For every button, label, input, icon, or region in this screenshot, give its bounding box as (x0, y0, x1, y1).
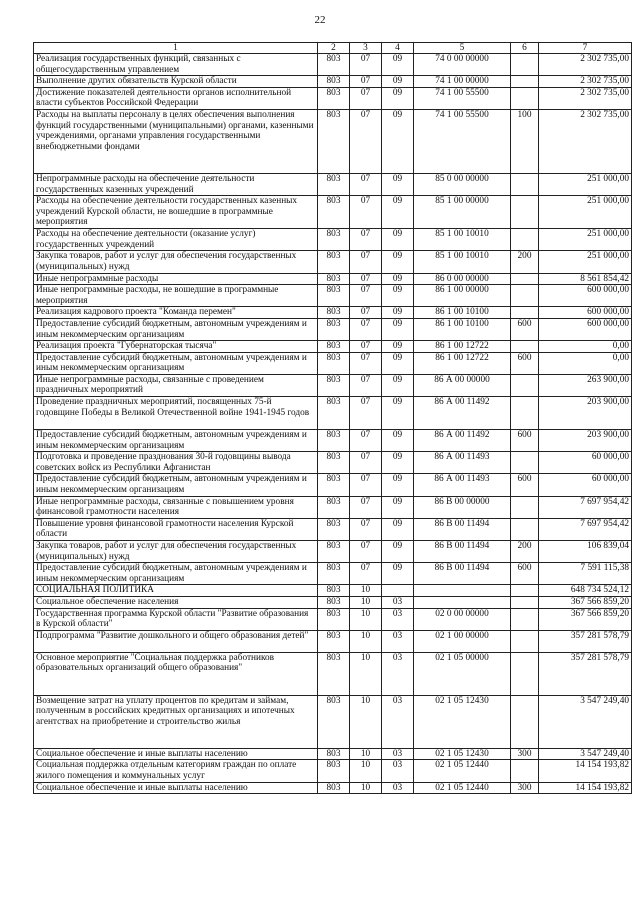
row-section-cell: 07 (350, 251, 382, 273)
table-row (34, 518, 632, 540)
row-amount-cell: 3 547 249,40 (539, 748, 632, 760)
row-section-cell: 07 (350, 430, 382, 452)
row-section-cell: 07 (350, 54, 382, 76)
table-row (34, 54, 632, 76)
row-section-cell: 07 (350, 76, 382, 88)
row-ministry-cell: 803 (318, 563, 350, 585)
row-type-cell (511, 496, 539, 518)
row-subsection-cell: 09 (382, 541, 414, 563)
table-row (34, 173, 632, 195)
row-name-cell: Расходы на выплаты персоналу в целях обеспечения выполнения функций государственными (муниципальными) органами, казенными учреждениями, органами управления государственными внебюджетными фондами (34, 109, 318, 173)
row-section-cell: 07 (350, 496, 382, 518)
row-type-cell: 600 (511, 352, 539, 374)
row-subsection-cell (382, 585, 414, 597)
table-row (34, 452, 632, 474)
table-row (34, 273, 632, 285)
row-name-cell: Государственная программа Курской области "Развитие образования в Курской области" (34, 608, 318, 630)
row-target-cell: 85 0 00 00000 (414, 173, 511, 195)
row-ministry-cell: 803 (318, 251, 350, 273)
row-type-cell: 100 (511, 109, 539, 173)
row-name-cell: Закупка товаров, работ и услуг для обеспечения государственных (муниципальных) нужд (34, 251, 318, 273)
row-amount-cell: 60 000,00 (539, 474, 632, 496)
table-row (34, 563, 632, 585)
row-target-cell: 02 1 05 00000 (414, 652, 511, 695)
row-amount-cell: 7 697 954,42 (539, 518, 632, 540)
row-subsection-cell: 09 (382, 518, 414, 540)
row-name-cell: Повышение уровня финансовой грамотности населения Курской области (34, 518, 318, 540)
table-row (34, 496, 632, 518)
row-name-cell: Закупка товаров, работ и услуг для обеспечения государственных (муниципальных) нужд (34, 541, 318, 563)
row-ministry-cell: 803 (318, 452, 350, 474)
row-type-cell (511, 760, 539, 782)
row-target-cell: 74 0 00 00000 (414, 54, 511, 76)
row-name-cell: Расходы на обеспечение деятельности государственных казенных учреждений Курской области, не вошедшие в программные мероприятия (34, 196, 318, 229)
row-name-cell: Реализация кадрового проекта "Команда перемен" (34, 307, 318, 319)
table-row (34, 608, 632, 630)
header-cell-2: 2 (318, 43, 350, 54)
row-subsection-cell: 09 (382, 318, 414, 340)
table-row (34, 474, 632, 496)
row-ministry-cell: 803 (318, 397, 350, 430)
row-ministry-cell: 803 (318, 541, 350, 563)
row-amount-cell: 2 302 735,00 (539, 76, 632, 88)
row-amount-cell: 600 000,00 (539, 285, 632, 307)
row-ministry-cell: 803 (318, 474, 350, 496)
table-row (34, 76, 632, 88)
row-subsection-cell: 09 (382, 496, 414, 518)
row-amount-cell: 14 154 193,82 (539, 760, 632, 782)
table-row (34, 374, 632, 396)
row-type-cell: 600 (511, 430, 539, 452)
row-ministry-cell: 803 (318, 229, 350, 251)
row-subsection-cell: 09 (382, 251, 414, 273)
row-amount-cell: 203 900,00 (539, 430, 632, 452)
row-section-cell: 07 (350, 285, 382, 307)
row-target-cell: 85 1 00 10010 (414, 251, 511, 273)
row-type-cell (511, 87, 539, 109)
row-amount-cell: 251 000,00 (539, 251, 632, 273)
table-row (34, 695, 632, 748)
header-cell-4: 4 (382, 43, 414, 54)
row-amount-cell: 367 566 859,20 (539, 608, 632, 630)
row-name-cell: Выполнение других обязательств Курской области (34, 76, 318, 88)
row-type-cell (511, 307, 539, 319)
row-amount-cell: 263 900,00 (539, 374, 632, 396)
table-header-row (34, 43, 632, 54)
row-subsection-cell: 03 (382, 782, 414, 794)
row-target-cell: 86 А 00 11492 (414, 430, 511, 452)
table-row (34, 352, 632, 374)
row-ministry-cell: 803 (318, 430, 350, 452)
table-body (34, 54, 632, 794)
table-row (34, 285, 632, 307)
row-ministry-cell: 803 (318, 596, 350, 608)
row-ministry-cell: 803 (318, 518, 350, 540)
row-section-cell: 07 (350, 229, 382, 251)
row-ministry-cell: 803 (318, 307, 350, 319)
budget-table (33, 42, 632, 794)
row-subsection-cell: 09 (382, 273, 414, 285)
row-subsection-cell: 09 (382, 430, 414, 452)
table-row (34, 630, 632, 652)
row-target-cell: 85 1 00 00000 (414, 196, 511, 229)
row-ministry-cell: 803 (318, 273, 350, 285)
row-ministry-cell: 803 (318, 782, 350, 794)
row-subsection-cell: 03 (382, 652, 414, 695)
row-name-cell: Расходы на обеспечение деятельности (оказание услуг) государственных учреждений (34, 229, 318, 251)
row-amount-cell: 648 734 524,12 (539, 585, 632, 597)
row-amount-cell: 203 900,00 (539, 397, 632, 430)
row-subsection-cell: 09 (382, 374, 414, 396)
row-section-cell: 07 (350, 541, 382, 563)
row-amount-cell: 0,00 (539, 341, 632, 353)
table-row (34, 760, 632, 782)
row-subsection-cell: 09 (382, 563, 414, 585)
row-amount-cell: 2 302 735,00 (539, 109, 632, 173)
row-name-cell: Иные непрограммные расходы, не вошедшие в программные мероприятия (34, 285, 318, 307)
row-target-cell: 86 В 00 11494 (414, 518, 511, 540)
row-name-cell: Реализация государственных функций, связанных с общегосударственным управлением (34, 54, 318, 76)
row-type-cell (511, 452, 539, 474)
row-target-cell (414, 596, 511, 608)
header-cell-6: 6 (511, 43, 539, 54)
row-target-cell: 74 1 00 55500 (414, 109, 511, 173)
page-number: 22 (314, 14, 326, 26)
row-type-cell (511, 695, 539, 748)
row-name-cell: Достижение показателей деятельности органов исполнительной власти субъектов Российской Федерации (34, 87, 318, 109)
header-cell-3: 3 (350, 43, 382, 54)
row-amount-cell: 367 566 859,20 (539, 596, 632, 608)
row-type-cell (511, 76, 539, 88)
row-section-cell: 07 (350, 374, 382, 396)
row-amount-cell: 600 000,00 (539, 318, 632, 340)
row-type-cell (511, 196, 539, 229)
row-section-cell: 07 (350, 397, 382, 430)
row-type-cell (511, 585, 539, 597)
row-name-cell: Реализация проекта "Губернаторская тысяча" (34, 341, 318, 353)
row-target-cell: 86 А 00 00000 (414, 374, 511, 396)
row-target-cell: 86 1 00 10100 (414, 307, 511, 319)
table-row (34, 307, 632, 319)
row-ministry-cell: 803 (318, 173, 350, 195)
row-section-cell: 07 (350, 452, 382, 474)
row-name-cell: Подпрограмма "Развитие дошкольного и общего образования детей" (34, 630, 318, 652)
row-section-cell: 07 (350, 87, 382, 109)
row-name-cell: Подготовка и проведение празднования 30-й годовщины вывода советских войск из Республики Афганистан (34, 452, 318, 474)
row-subsection-cell: 09 (382, 341, 414, 353)
row-amount-cell: 3 547 249,40 (539, 695, 632, 748)
row-section-cell: 10 (350, 782, 382, 794)
table-row (34, 251, 632, 273)
row-section-cell: 10 (350, 608, 382, 630)
row-name-cell: Предоставление субсидий бюджетным, автономным учреждениям и иным некоммерческим организациям (34, 352, 318, 374)
row-section-cell: 07 (350, 109, 382, 173)
row-target-cell: 86 В 00 11494 (414, 563, 511, 585)
row-ministry-cell: 803 (318, 285, 350, 307)
row-target-cell: 86 А 00 11493 (414, 452, 511, 474)
row-name-cell: Социальное обеспечение населения (34, 596, 318, 608)
row-target-cell: 86 А 00 11492 (414, 397, 511, 430)
row-ministry-cell: 803 (318, 652, 350, 695)
row-ministry-cell: 803 (318, 352, 350, 374)
row-subsection-cell: 09 (382, 307, 414, 319)
row-type-cell: 600 (511, 474, 539, 496)
row-name-cell: Иные непрограммные расходы, связанные с проведением праздничных мероприятий (34, 374, 318, 396)
row-ministry-cell: 803 (318, 109, 350, 173)
table-row (34, 87, 632, 109)
row-target-cell: 86 1 00 12722 (414, 341, 511, 353)
row-ministry-cell: 803 (318, 54, 350, 76)
row-subsection-cell: 03 (382, 748, 414, 760)
row-type-cell (511, 374, 539, 396)
row-name-cell: Социальное обеспечение и иные выплаты населению (34, 782, 318, 794)
row-amount-cell: 8 561 854,42 (539, 273, 632, 285)
row-ministry-cell: 803 (318, 87, 350, 109)
row-amount-cell: 2 302 735,00 (539, 87, 632, 109)
row-type-cell (511, 596, 539, 608)
row-target-cell: 86 В 00 00000 (414, 496, 511, 518)
row-subsection-cell: 09 (382, 173, 414, 195)
row-section-cell: 10 (350, 585, 382, 597)
row-ministry-cell: 803 (318, 608, 350, 630)
row-ministry-cell: 803 (318, 630, 350, 652)
row-type-cell (511, 652, 539, 695)
table-row (34, 397, 632, 430)
row-subsection-cell: 09 (382, 109, 414, 173)
row-amount-cell: 7 697 954,42 (539, 496, 632, 518)
table-row (34, 196, 632, 229)
header-cell-7: 7 (539, 43, 632, 54)
row-section-cell: 10 (350, 760, 382, 782)
row-amount-cell: 251 000,00 (539, 229, 632, 251)
row-ministry-cell: 803 (318, 760, 350, 782)
row-type-cell: 600 (511, 563, 539, 585)
row-type-cell: 300 (511, 782, 539, 794)
row-subsection-cell: 03 (382, 596, 414, 608)
row-type-cell (511, 397, 539, 430)
row-amount-cell: 357 281 578,79 (539, 630, 632, 652)
row-subsection-cell: 09 (382, 352, 414, 374)
row-type-cell: 200 (511, 251, 539, 273)
row-amount-cell: 600 000,00 (539, 307, 632, 319)
row-type-cell (511, 54, 539, 76)
row-subsection-cell: 03 (382, 695, 414, 748)
table-row (34, 652, 632, 695)
row-subsection-cell: 09 (382, 196, 414, 229)
row-type-cell (511, 518, 539, 540)
row-target-cell: 02 1 05 12430 (414, 748, 511, 760)
row-target-cell: 02 0 00 00000 (414, 608, 511, 630)
row-ministry-cell: 803 (318, 585, 350, 597)
row-ministry-cell: 803 (318, 318, 350, 340)
row-amount-cell: 60 000,00 (539, 452, 632, 474)
row-name-cell: Иные непрограммные расходы, связанные с повышением уровня финансовой грамотности населения (34, 496, 318, 518)
header-cell-1: 1 (34, 43, 318, 54)
row-section-cell: 07 (350, 196, 382, 229)
row-target-cell: 02 1 05 12430 (414, 695, 511, 748)
row-type-cell (511, 229, 539, 251)
row-subsection-cell: 09 (382, 397, 414, 430)
row-target-cell: 02 1 00 00000 (414, 630, 511, 652)
row-target-cell: 74 1 00 00000 (414, 76, 511, 88)
row-section-cell: 07 (350, 307, 382, 319)
row-name-cell: СОЦИАЛЬНАЯ ПОЛИТИКА (34, 585, 318, 597)
row-amount-cell: 251 000,00 (539, 173, 632, 195)
row-subsection-cell: 09 (382, 87, 414, 109)
row-ministry-cell: 803 (318, 196, 350, 229)
row-target-cell: 86 В 00 11494 (414, 541, 511, 563)
table-row (34, 748, 632, 760)
table-row (34, 782, 632, 794)
row-section-cell: 07 (350, 474, 382, 496)
row-name-cell: Социальная поддержка отдельным категориям граждан по оплате жилого помещения и коммунальных услуг (34, 760, 318, 782)
row-name-cell: Иные непрограммные расходы (34, 273, 318, 285)
row-name-cell: Социальное обеспечение и иные выплаты населению (34, 748, 318, 760)
row-subsection-cell: 09 (382, 452, 414, 474)
row-subsection-cell: 09 (382, 229, 414, 251)
table-row (34, 318, 632, 340)
row-section-cell: 07 (350, 341, 382, 353)
row-section-cell: 07 (350, 563, 382, 585)
row-subsection-cell: 03 (382, 760, 414, 782)
row-target-cell: 85 1 00 10010 (414, 229, 511, 251)
row-section-cell: 10 (350, 630, 382, 652)
row-name-cell: Непрограммные расходы на обеспечение деятельности государственных казенных учреждений (34, 173, 318, 195)
row-ministry-cell: 803 (318, 496, 350, 518)
row-subsection-cell: 09 (382, 474, 414, 496)
row-name-cell: Возмещение затрат на уплату процентов по кредитам и займам, полученным в российских кредитных организациях и ипотечных агентствах на приобретение и строительство жилья (34, 695, 318, 748)
row-section-cell: 07 (350, 318, 382, 340)
row-ministry-cell: 803 (318, 748, 350, 760)
table-row (34, 341, 632, 353)
row-amount-cell: 7 591 115,38 (539, 563, 632, 585)
row-subsection-cell: 09 (382, 54, 414, 76)
row-subsection-cell: 03 (382, 608, 414, 630)
row-amount-cell: 2 302 735,00 (539, 54, 632, 76)
row-subsection-cell: 03 (382, 630, 414, 652)
row-subsection-cell: 09 (382, 285, 414, 307)
row-target-cell: 74 1 00 55500 (414, 87, 511, 109)
row-amount-cell: 251 000,00 (539, 196, 632, 229)
row-target-cell: 02 1 05 12440 (414, 760, 511, 782)
row-subsection-cell: 09 (382, 76, 414, 88)
table-row (34, 585, 632, 597)
row-section-cell: 07 (350, 173, 382, 195)
table-row (34, 229, 632, 251)
row-type-cell (511, 273, 539, 285)
row-target-cell: 86 0 00 00000 (414, 273, 511, 285)
row-name-cell: Основное мероприятие "Социальная поддержка работников образовательных организаций общего образования" (34, 652, 318, 695)
row-section-cell: 10 (350, 695, 382, 748)
row-target-cell: 86 1 00 12722 (414, 352, 511, 374)
row-type-cell (511, 173, 539, 195)
row-target-cell: 86 1 00 00000 (414, 285, 511, 307)
row-ministry-cell: 803 (318, 76, 350, 88)
row-type-cell (511, 285, 539, 307)
table-row (34, 430, 632, 452)
row-type-cell: 600 (511, 318, 539, 340)
row-section-cell: 07 (350, 518, 382, 540)
row-section-cell: 10 (350, 748, 382, 760)
row-ministry-cell: 803 (318, 341, 350, 353)
row-target-cell: 86 А 00 11493 (414, 474, 511, 496)
row-type-cell (511, 630, 539, 652)
table-row (34, 596, 632, 608)
row-type-cell: 200 (511, 541, 539, 563)
row-amount-cell: 357 281 578,79 (539, 652, 632, 695)
row-section-cell: 10 (350, 596, 382, 608)
row-name-cell: Предоставление субсидий бюджетным, автономным учреждениям и иным некоммерческим организациям (34, 474, 318, 496)
row-section-cell: 10 (350, 652, 382, 695)
row-amount-cell: 14 154 193,82 (539, 782, 632, 794)
row-name-cell: Предоставление субсидий бюджетным, автономным учреждениям и иным некоммерческим организациям (34, 563, 318, 585)
row-target-cell (414, 585, 511, 597)
table-row (34, 109, 632, 173)
row-name-cell: Предоставление субсидий бюджетным, автономным учреждениям и иным некоммерческим организациям (34, 318, 318, 340)
header-cell-5: 5 (414, 43, 511, 54)
table-row (34, 541, 632, 563)
row-target-cell: 86 1 00 10100 (414, 318, 511, 340)
row-amount-cell: 0,00 (539, 352, 632, 374)
row-type-cell (511, 341, 539, 353)
row-ministry-cell: 803 (318, 695, 350, 748)
row-name-cell: Предоставление субсидий бюджетным, автономным учреждениям и иным некоммерческим организациям (34, 430, 318, 452)
row-name-cell: Проведение праздничных мероприятий, посвященных 75-й годовщине Победы в Великой Отечественной войне 1941-1945 годов (34, 397, 318, 430)
row-type-cell: 300 (511, 748, 539, 760)
row-section-cell: 07 (350, 273, 382, 285)
row-amount-cell: 106 839,04 (539, 541, 632, 563)
row-type-cell (511, 608, 539, 630)
row-section-cell: 07 (350, 352, 382, 374)
row-target-cell: 02 1 05 12440 (414, 782, 511, 794)
row-ministry-cell: 803 (318, 374, 350, 396)
